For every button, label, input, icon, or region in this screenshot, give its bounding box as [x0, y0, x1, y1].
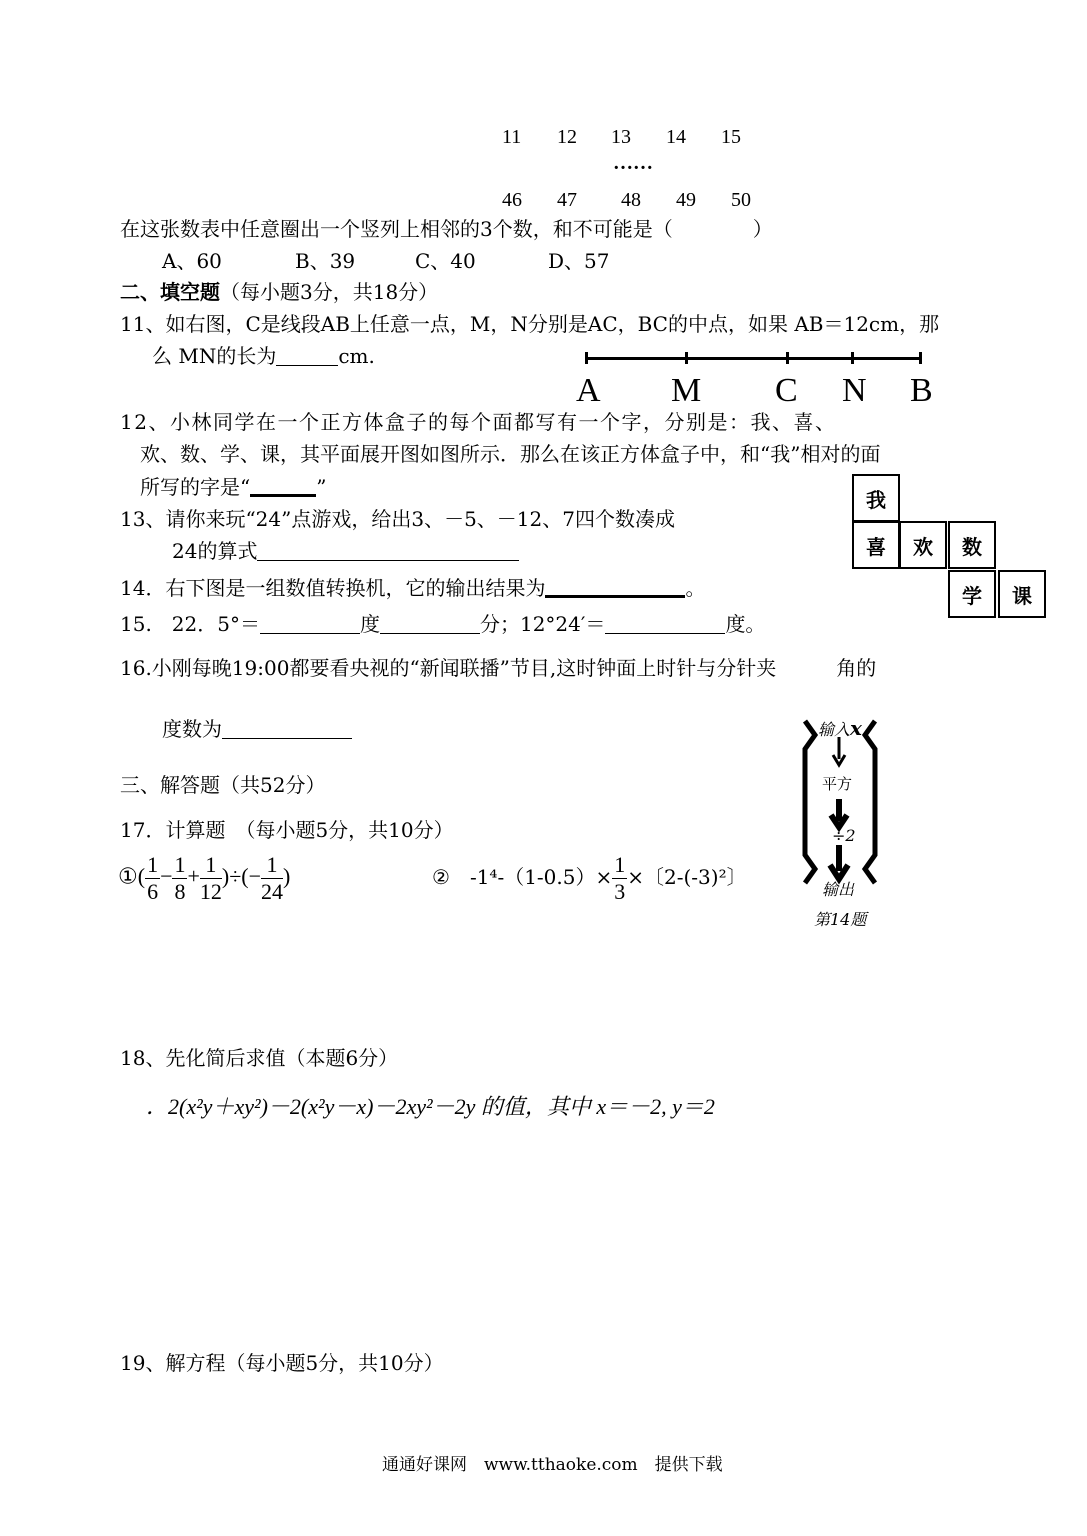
q10-option-b: B、39 — [295, 249, 356, 273]
q11-line2 — [152, 345, 375, 366]
q13-line2 — [172, 540, 519, 561]
label-m: M — [671, 372, 702, 409]
cube-face: 欢 — [899, 521, 947, 569]
table-cell: 50 — [731, 189, 751, 211]
tick-a — [585, 352, 588, 364]
q13-blank[interactable] — [257, 540, 519, 561]
q15-end: 度。 — [725, 612, 766, 636]
q11-blank[interactable] — [276, 345, 338, 366]
q12-line3 — [140, 476, 326, 497]
q17-expr-2a: -1⁴-（1-0.5）× — [469, 865, 613, 889]
q15-line — [120, 613, 765, 634]
q13-line1: 13、请你来玩“24”点游戏，给出3、－5、－12、7四个数凑成 — [120, 507, 675, 531]
q17-expr-2b: ×〔2-(-3)²〕 — [627, 865, 747, 889]
q16-line2 — [162, 718, 352, 739]
table-cell: 13 — [611, 126, 631, 148]
tick-b — [919, 352, 922, 364]
q14-line — [120, 577, 705, 598]
q15-text-2: 分；12°24′＝ — [479, 612, 606, 636]
tick-n — [851, 352, 854, 364]
q17-expr-1: ①( $\frac{1}{6}$ − $\frac{1}{8}$ + $\frac{1}{12}$ )÷(− $\frac{1}{24}$ ) — [118, 852, 291, 904]
table-cell: 48 — [621, 189, 641, 211]
q15-unit-deg: 度 — [359, 612, 380, 636]
q17-expr-2 — [432, 852, 747, 905]
table-ellipsis: …… — [613, 152, 653, 174]
q16-blank[interactable] — [222, 718, 352, 739]
q17-num-1: ① — [118, 863, 138, 889]
q14-end: 。 — [685, 576, 706, 600]
q17-title: 17．计算题 （每小题5分，共10分） — [120, 818, 454, 842]
cube-face: 数 — [948, 521, 996, 569]
q10-option-d: D、57 — [548, 249, 610, 273]
q19-title: 19、解方程（每小题5分，共10分） — [120, 1351, 444, 1375]
q18-title: 18、先化简后求值（本题6分） — [120, 1046, 399, 1070]
label-b: B — [910, 372, 933, 409]
table-cell: 15 — [721, 126, 741, 148]
machine-input-label: 输入 — [818, 720, 851, 739]
tick-c — [786, 352, 789, 364]
label-n: N — [842, 372, 867, 409]
fraction: $\frac{1}{8}$ — [174, 852, 186, 904]
q16-line1: 16.小刚每晚19:00都要看央视的“新闻联播”节目,这时钟面上时针与分针夹 角的 — [120, 656, 877, 680]
q15-blank-2[interactable] — [380, 613, 480, 634]
q10-option-a: A、60 — [162, 249, 222, 273]
q14-text: 14．右下图是一组数值转换机，它的输出结果为 — [120, 576, 546, 600]
footer: 通通好课网 www.tthaoke.com 提供下载 — [382, 1455, 723, 1475]
machine-input — [818, 718, 862, 738]
q12-line2: 欢、数、学、课，其平面展开图如图所示．那么在该正方体盒子中，和“我”相对的面 — [140, 442, 881, 466]
tick-m — [685, 352, 688, 364]
fraction: $\frac{1}{3}$ — [614, 852, 626, 904]
q13-text: 24的算式 — [172, 539, 258, 563]
cube-face: 学 — [948, 570, 996, 618]
machine-var: x — [850, 716, 862, 740]
machine-step-square: 平方 — [822, 775, 853, 793]
table-cell: 49 — [676, 189, 696, 211]
q17-num-2: ② — [432, 865, 450, 889]
fraction: $\frac{1}{24}$ — [261, 852, 284, 904]
machine-caption: 第14题 — [814, 910, 867, 929]
q10-option-c: C、40 — [415, 249, 476, 273]
q14-blank[interactable] — [545, 577, 685, 598]
table-cell: 47 — [557, 189, 577, 211]
section3-title: 三、解答题（共52分） — [120, 773, 326, 797]
cube-face: 我 — [852, 474, 900, 522]
section2-note: （每小题3分，共18分） — [220, 280, 439, 304]
cube-face: 课 — [998, 570, 1046, 618]
q12-blank[interactable] — [250, 476, 316, 497]
table-cell: 14 — [666, 126, 686, 148]
segment-line — [586, 357, 922, 360]
table-cell: 11 — [502, 126, 522, 148]
q15-text: 15. 22．5°＝ — [120, 612, 260, 636]
q16-text: 度数为 — [162, 717, 222, 741]
q12-text: 所写的字是“ — [140, 475, 251, 499]
table-cell: 46 — [502, 189, 522, 211]
label-c: C — [775, 372, 798, 409]
q15-blank-1[interactable] — [260, 613, 360, 634]
fraction: $\frac{1}{6}$ — [147, 852, 159, 904]
q11-text: 么 MN的长为 — [152, 344, 277, 368]
q18-expr: ．2(x²y＋xy²)－2(x²y－x)－2xy²－2y 的值，其中 x＝－2, y＝2 — [146, 1094, 715, 1119]
q15-blank-3[interactable] — [605, 613, 725, 634]
q11-line1: 11、如右图，C是线段AB上任意一点，M，N分别是AC，BC的中点，如果 AB＝12cm，那 — [120, 312, 940, 336]
label-a: A — [576, 372, 601, 409]
section2-title: 二、填空题 — [120, 280, 220, 304]
q12-quote: ” — [316, 475, 327, 499]
q12-line1: 12、小林同学在一个正方体盒子的每个面都写有一个字，分别是：我、喜、 — [120, 410, 837, 434]
machine-output: 输出 — [822, 880, 855, 899]
fraction: $\frac{1}{12}$ — [199, 852, 222, 904]
q10-stem: 在这张数表中任意圈出一个竖列上相邻的3个数，和不可能是（ ） — [120, 217, 773, 241]
machine-frame — [795, 715, 885, 895]
cube-face: 喜 — [852, 521, 900, 569]
q11-unit: cm. — [338, 344, 375, 368]
machine-step-divide: ÷2 — [832, 826, 856, 845]
table-cell: 12 — [557, 126, 577, 148]
section2-heading — [120, 282, 438, 302]
